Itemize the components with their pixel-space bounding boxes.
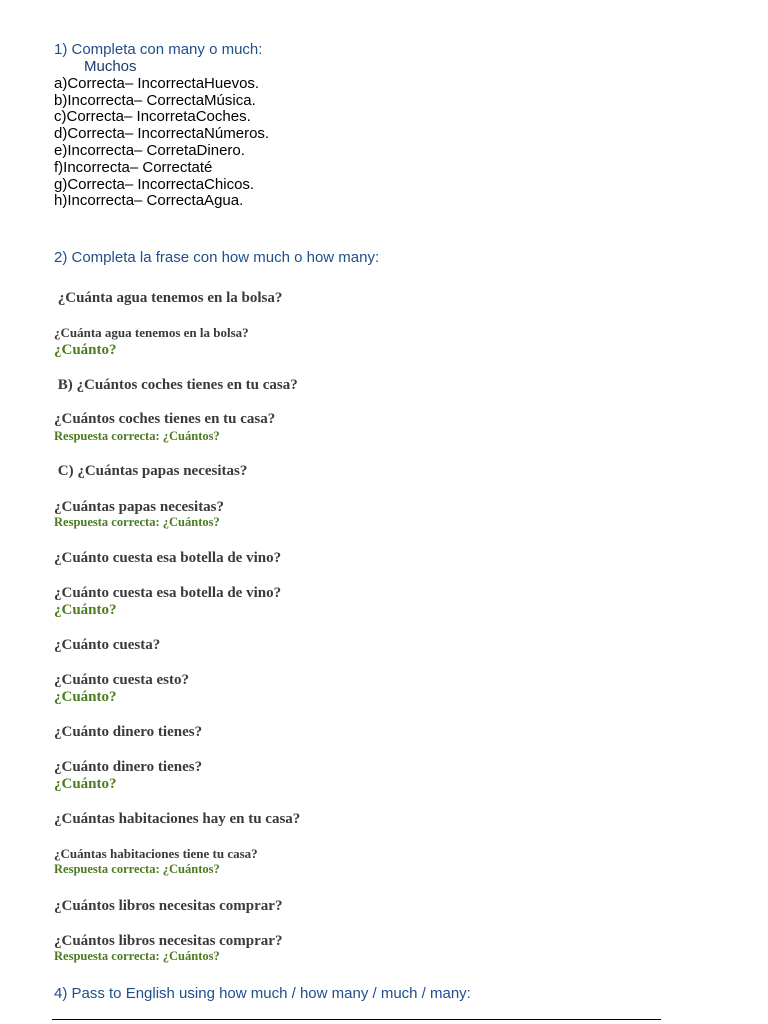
question-5-answer: ¿Cuánto? [54, 689, 117, 705]
question-1: ¿Cuánta agua tenemos en la bolsa? [54, 290, 283, 306]
question-7: ¿Cuántas habitaciones hay en tu casa? [54, 811, 301, 827]
question-3-answer: Respuesta correcta: ¿Cuántos? [54, 515, 220, 529]
section1-item-f: f)Incorrecta– Correctaté [54, 159, 213, 176]
section1-item-d: d)Correcta– IncorrectaNúmeros. [54, 125, 270, 142]
question-8-repeat: ¿Cuántos libros necesitas comprar? [54, 933, 283, 949]
question-7-repeat: ¿Cuántas habitaciones tiene tu casa? [54, 846, 258, 861]
question-5-repeat: ¿Cuánto cuesta esto? [54, 672, 189, 688]
section1-item-a: a)Correcta– IncorrectaHuevos. [54, 75, 260, 92]
answer-line-divider [52, 1019, 661, 1020]
question-3: C) ¿Cuántas papas necesitas? [54, 463, 248, 479]
section1-item-h: h)Incorrecta– CorrectaAgua. [54, 192, 244, 209]
question-4: ¿Cuánto cuesta esa botella de vino? [54, 550, 282, 566]
question-4-answer: ¿Cuánto? [54, 602, 117, 618]
section1-subheading: Muchos [84, 58, 137, 75]
question-2: B) ¿Cuántos coches tienes en tu casa? [54, 377, 298, 393]
question-1-answer: ¿Cuánto? [54, 342, 117, 358]
question-8-answer: Respuesta correcta: ¿Cuántos? [54, 949, 220, 963]
question-8: ¿Cuántos libros necesitas comprar? [54, 898, 283, 914]
section2-heading: 2) Completa la frase con how much o how many: [54, 249, 380, 266]
question-6-repeat: ¿Cuánto dinero tienes? [54, 759, 203, 775]
question-7-answer: Respuesta correcta: ¿Cuántos? [54, 862, 220, 876]
question-6: ¿Cuánto dinero tienes? [54, 724, 203, 740]
question-1-repeat: ¿Cuánta agua tenemos en la bolsa? [54, 325, 249, 340]
section1-item-g: g)Correcta– IncorrectaChicos. [54, 176, 255, 193]
section1-item-e: e)Incorrecta– CorretaDinero. [54, 142, 245, 159]
question-2-answer: Respuesta correcta: ¿Cuántos? [54, 429, 220, 443]
question-2-repeat: ¿Cuántos coches tienes en tu casa? [54, 411, 276, 427]
question-4-repeat: ¿Cuánto cuesta esa botella de vino? [54, 585, 282, 601]
question-6-answer: ¿Cuánto? [54, 776, 117, 792]
question-3-repeat: ¿Cuántas papas necesitas? [54, 499, 225, 515]
question-5: ¿Cuánto cuesta? [54, 637, 161, 653]
section4-heading: 4) Pass to English using how much / how many / much / many: [54, 985, 471, 1002]
section1-heading: 1) Completa con many o much: [54, 41, 263, 58]
section1-item-b: b)Incorrecta– CorrectaMúsica. [54, 92, 256, 109]
section1-item-c: c)Correcta– IncorretaCoches. [54, 108, 251, 125]
